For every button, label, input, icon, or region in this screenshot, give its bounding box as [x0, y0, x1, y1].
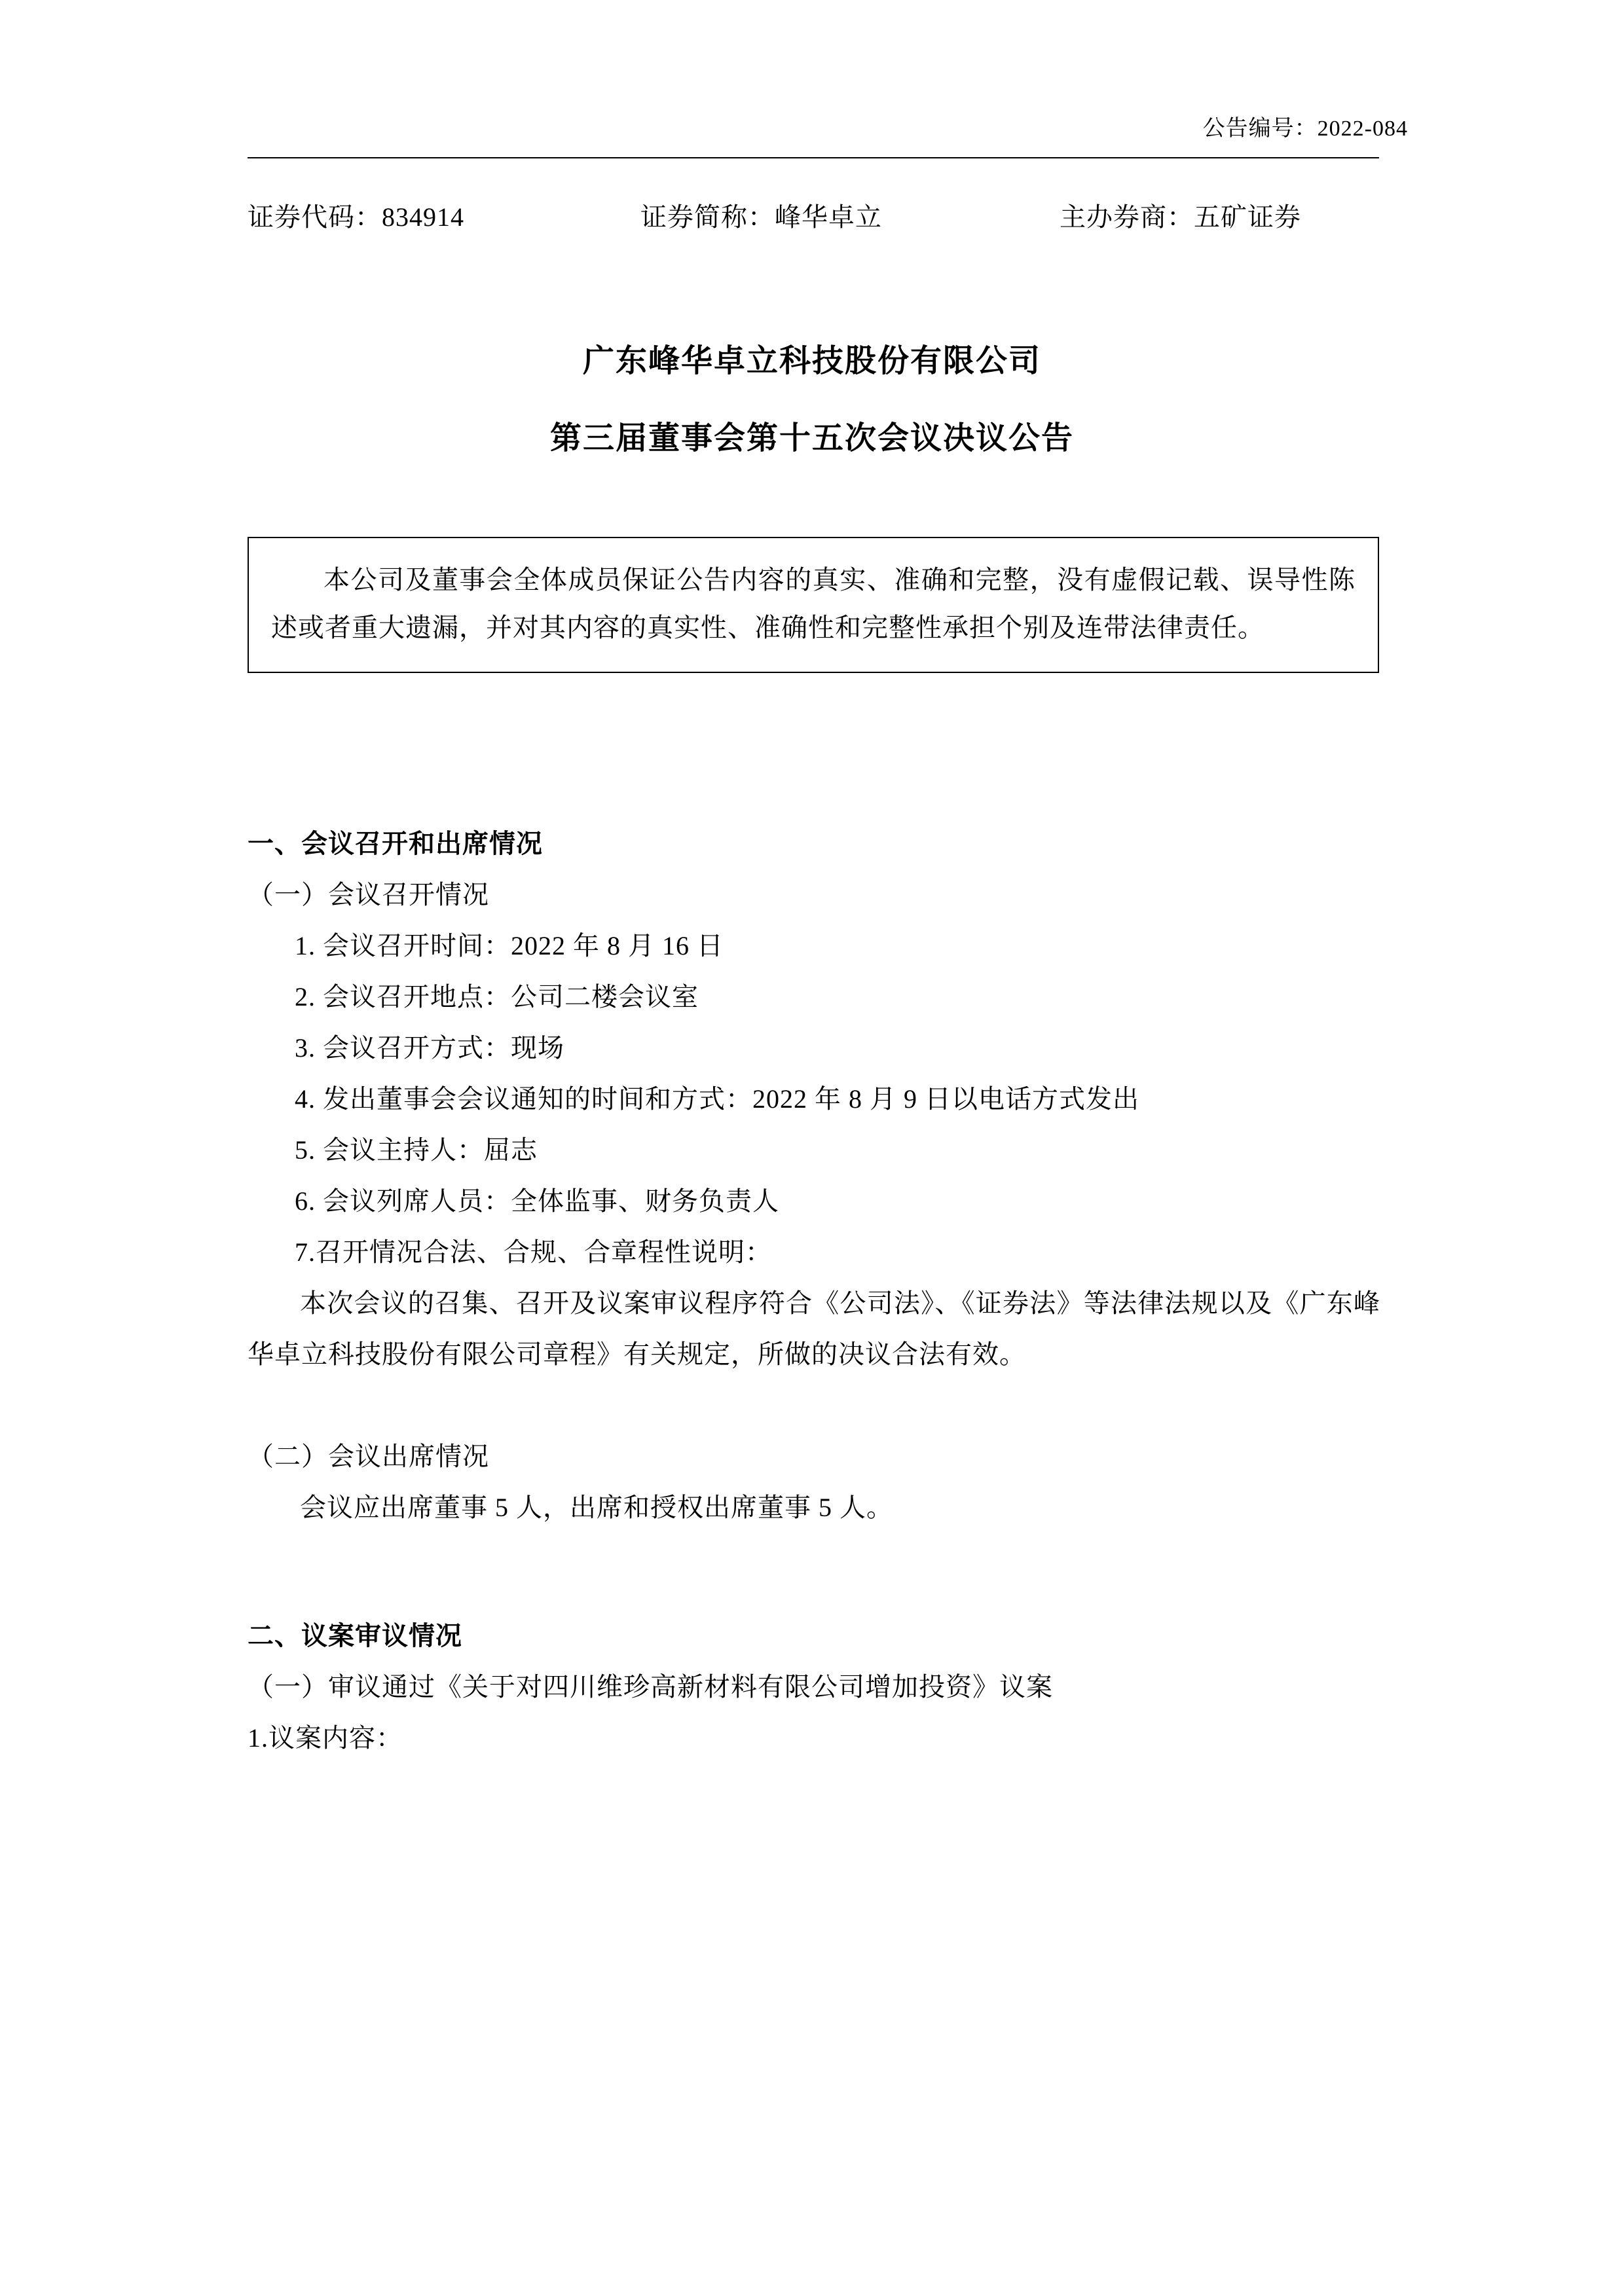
sponsoring-broker: 主办券商：五矿证券 — [1060, 202, 1301, 232]
section-two-item-1: 1.议案内容： — [248, 1723, 403, 1753]
disclaimer-box — [248, 537, 1379, 673]
list-item: 1. 会议召开时间：2022 年 8 月 16 日 — [295, 931, 724, 960]
list-item: 2. 会议召开地点：公司二楼会议室 — [295, 982, 699, 1011]
list-item: 3. 会议召开方式：现场 — [295, 1033, 564, 1063]
document-body — [248, 818, 1380, 1764]
list-item: 4. 发出董事会会议通知的时间和方式：2022 年 8 月 9 日以电话方式发出 — [295, 1084, 1139, 1114]
spacer — [248, 1380, 1380, 1431]
company-title: 广东峰华卓立科技股份有限公司 — [582, 344, 1041, 378]
document-number: 公告编号：2022-084 — [1202, 117, 1408, 141]
announcement-title: 第三届董事会第十五次会议决议公告 — [549, 421, 1074, 456]
list-item: 7.召开情况合法、合规、合章程性说明： — [295, 1237, 772, 1267]
header-divider — [248, 157, 1379, 158]
security-info-line — [248, 196, 1379, 234]
attendance-paragraph: 会议应出席董事 5 人，出席和授权出席董事 5 人。 — [300, 1493, 893, 1522]
section-two-subsection-a: （一）审议通过《关于对四川维珍高新材料有限公司增加投资》议案 — [248, 1672, 1053, 1702]
list-item: 5. 会议主持人：屈志 — [295, 1135, 538, 1165]
legality-paragraph: 本次会议的召集、召开及议案审议程序符合《公司法》、《证券法》等法律法规以及《广东峰华卓立科技股份有限公司章程》有关规定，所做的决议合法有效。 — [248, 1288, 1380, 1369]
section-one-subsection-a: （一）会议召开情况 — [248, 880, 489, 909]
disclaimer-text: 本公司及董事会全体成员保证公告内容的真实、准确和完整，没有虚假记载、误导性陈述或者重大遗漏，并对其内容的真实性、准确性和完整性承担个别及连带法律责任。 — [271, 565, 1356, 642]
list-item: 6. 会议列席人员：全体监事、财务负责人 — [295, 1186, 779, 1216]
section-two-heading: 二、议案审议情况 — [248, 1621, 462, 1650]
section-one-heading: 一、会议召开和出席情况 — [248, 829, 543, 858]
security-short-name: 证券简称：峰华卓立 — [640, 202, 882, 232]
security-code: 证券代码：834914 — [248, 202, 464, 232]
section-one-subsection-b: （二）会议出席情况 — [248, 1442, 489, 1471]
spacer — [248, 1533, 1380, 1611]
